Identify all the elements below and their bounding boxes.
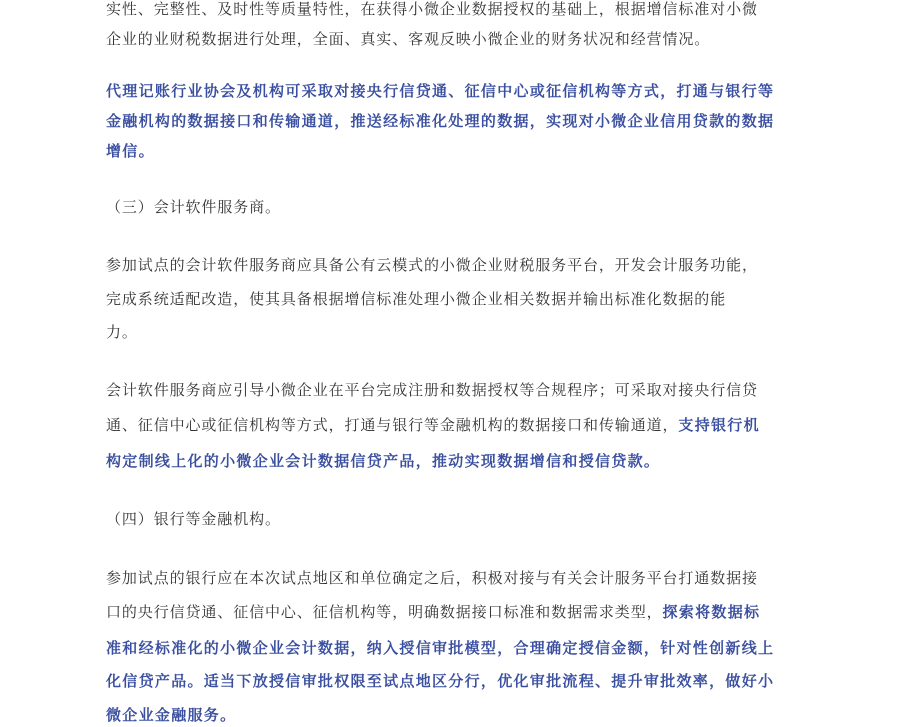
paragraph-line: 参加试点的银行应在本次试点地区和单位确定之后，积极对接与有关会计服务平台打通数据接	[106, 569, 758, 587]
paragraph-line	[106, 415, 760, 435]
paragraph-line: 参加试点的会计软件服务商应具备公有云模式的小微企业财税服务平台，开发会计服务功能，	[106, 256, 758, 274]
plain-text: 口的央行信贷通、征信中心、征信机构等，明确数据接口标准和数据需求类型，	[106, 603, 663, 621]
section-heading-3: （三）会计软件服务商。	[106, 198, 281, 216]
highlight-line: 准和经标准化的小微企业会计数据，纳入授信审批模型，合理确定授信金额，针对性创新线上	[106, 639, 775, 657]
highlight-line: 化信贷产品。适当下放授信审批权限至试点地区分行，优化审批流程、提升审批效率，做好小	[106, 672, 775, 690]
paragraph-line	[106, 602, 760, 622]
highlight-line: 微企业金融服务。	[106, 706, 237, 724]
paragraph-line: 实性、完整性、及时性等质量特性，在获得小微企业数据授权的基础上，根据增信标准对小微	[106, 0, 758, 18]
plain-text: 通、征信中心或征信机构等方式，打通与银行等金融机构的数据接口和传输通道，	[106, 416, 679, 434]
section-heading-4: （四）银行等金融机构。	[106, 510, 281, 528]
paragraph-line: 完成系统适配改造，使其具备根据增信标准处理小微企业相关数据并输出标准化数据的能	[106, 290, 727, 308]
highlight-line: 代理记账行业协会及机构可采取对接央行信贷通、征信中心或征信机构等方式，打通与银行等	[106, 82, 775, 100]
highlight-line: 构定制线上化的小微企业会计数据信贷产品，推动实现数据增信和授信贷款。	[106, 452, 661, 470]
highlight-line: 金融机构的数据接口和传输通道，推送经标准化处理的数据，实现对小微企业信用贷款的数据	[106, 112, 775, 130]
highlight-line: 增信。	[106, 142, 155, 160]
highlight-text: 支持银行机	[678, 416, 760, 434]
paragraph-line: 力。	[106, 323, 138, 341]
paragraph-line: 会计软件服务商应引导小微企业在平台完成注册和数据授权等合规程序；可采取对接央行信贷	[106, 381, 758, 399]
paragraph-line: 企业的业财税数据进行处理，全面、真实、客观反映小微企业的财务状况和经营情况。	[106, 30, 711, 48]
highlight-text: 探索将数据标	[662, 603, 761, 621]
